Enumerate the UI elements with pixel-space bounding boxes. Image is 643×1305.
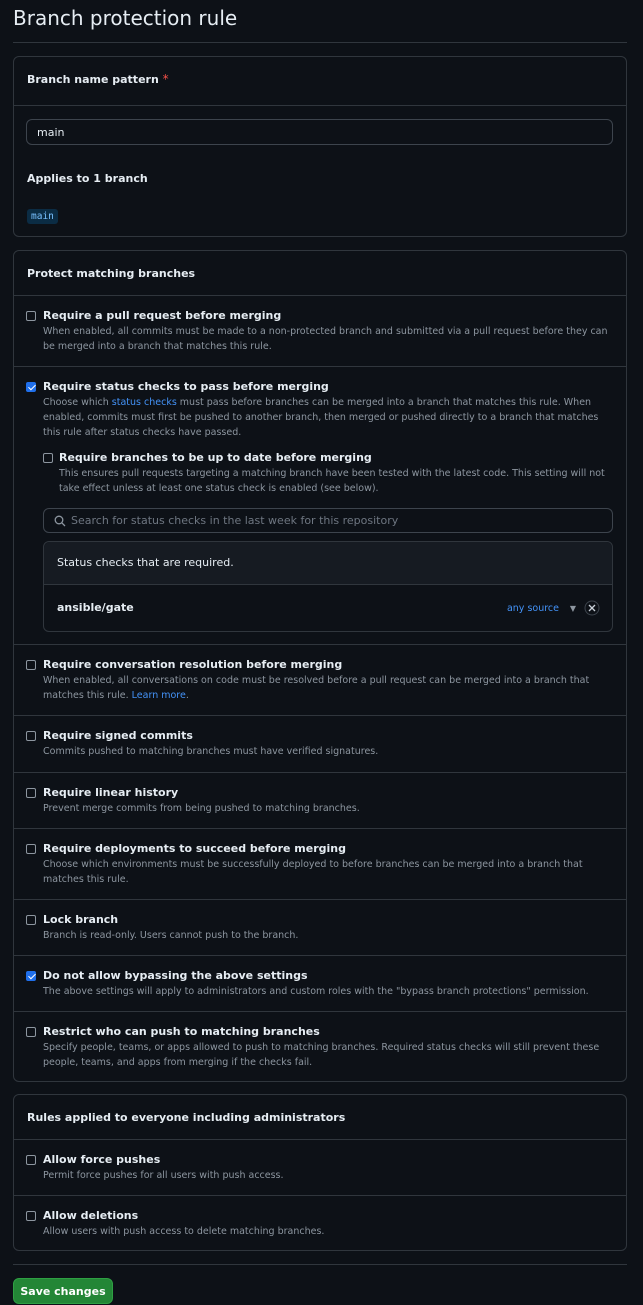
branch-pattern-section <box>13 56 627 237</box>
deletions-checkbox[interactable] <box>26 1211 36 1221</box>
lock-branch-desc: Branch is read-only. Users cannot push to the branch. <box>43 930 299 941</box>
required-checks-heading: Status checks that are required. <box>44 542 612 585</box>
everyone-section <box>13 1094 627 1251</box>
restrict-push-title: Restrict who can push to matching branches <box>43 1025 320 1038</box>
up-to-date-desc: This ensures pull requests targeting a matching branch have been tested with the latest code. This setting will not take effect unless at least one status check is enabled (see below). <box>59 468 605 494</box>
deployments-title: Require deployments to succeed before merging <box>43 842 346 855</box>
option-deployments <box>14 828 626 899</box>
branch-pattern-label: Branch name pattern <box>27 73 159 86</box>
title-divider <box>13 42 627 43</box>
conversation-title: Require conversation resolution before merging <box>43 658 343 671</box>
no-bypass-checkbox[interactable] <box>26 971 36 981</box>
status-check-row <box>44 585 612 631</box>
search-icon <box>54 515 66 527</box>
pull-request-title: Require a pull request before merging <box>43 309 282 322</box>
option-status-checks <box>14 366 626 644</box>
conversation-desc <box>43 673 613 703</box>
option-no-bypass <box>14 955 626 1011</box>
close-icon[interactable] <box>584 600 600 616</box>
protect-heading: Protect matching branches <box>27 267 196 280</box>
option-conversation <box>14 644 626 715</box>
status-checks-checkbox[interactable] <box>26 382 36 392</box>
deletions-desc: Allow users with push access to delete matching branches. <box>43 1226 325 1237</box>
lock-branch-checkbox[interactable] <box>26 915 36 925</box>
protect-header <box>14 251 626 295</box>
branch-pattern-body <box>14 105 626 237</box>
restrict-push-desc: Specify people, teams, or apps allowed to push to matching branches. Required status checks will still prevent these people, teams, and apps from merging if the checks fail. <box>43 1042 600 1068</box>
no-bypass-title: Do not allow bypassing the above settings <box>43 969 308 982</box>
option-pull-request <box>14 295 626 366</box>
option-restrict-push <box>14 1011 626 1081</box>
status-checks-desc-suffix: must pass before branches can be merged into a branch that matches this rule. When enabled, commits must first be pushed to another branch, then merged or pushed directly to a branch that matches this rule after status checks have passed. <box>43 397 599 438</box>
deployments-checkbox[interactable] <box>26 844 36 854</box>
status-checks-desc-prefix: Choose which <box>43 397 112 408</box>
option-force-push <box>14 1139 626 1195</box>
chevron-down-icon[interactable]: ▼ <box>569 604 576 613</box>
option-lock-branch <box>14 899 626 955</box>
signed-commits-desc: Commits pushed to matching branches must have verified signatures. <box>43 746 379 757</box>
footer-divider <box>13 1264 627 1265</box>
no-bypass-desc: The above settings will apply to administrators and custom roles with the "bypass branch protections" permission. <box>43 986 589 997</box>
page-title: Branch protection rule <box>13 6 238 30</box>
force-push-title: Allow force pushes <box>43 1153 161 1166</box>
conversation-desc-text: When enabled, all conversations on code must be resolved before a pull request can be merged into a branch that matches this rule. <box>43 675 590 701</box>
deployments-desc: Choose which environments must be successfully deployed to before branches can be merged into a branch that matches this rule. <box>43 859 583 885</box>
everyone-header <box>14 1095 626 1139</box>
linear-history-checkbox[interactable] <box>26 788 36 798</box>
required-checks-box <box>43 541 613 632</box>
everyone-heading: Rules applied to everyone including administrators <box>27 1111 346 1124</box>
status-check-search-input[interactable] <box>69 509 599 532</box>
signed-commits-title: Require signed commits <box>43 729 193 742</box>
option-linear-history <box>14 772 626 828</box>
applies-to-text: Applies to 1 branch <box>27 172 148 185</box>
up-to-date-title: Require branches to be up to date before merging <box>59 451 372 464</box>
source-selector[interactable]: any source <box>506 603 559 614</box>
deletions-title: Allow deletions <box>43 1209 139 1222</box>
linear-history-title: Require linear history <box>43 786 179 799</box>
up-to-date-checkbox[interactable] <box>43 453 53 463</box>
force-push-desc: Permit force pushes for all users with push access. <box>43 1170 284 1181</box>
option-up-to-date <box>43 451 613 496</box>
pull-request-desc: When enabled, all commits must be made to a non-protected branch and submitted via a pull request before they can be merged into a branch that matches this rule. <box>43 326 608 352</box>
signed-commits-checkbox[interactable] <box>26 731 36 741</box>
required-asterisk: * <box>162 72 169 86</box>
lock-branch-title: Lock branch <box>43 913 119 926</box>
status-checks-desc <box>43 395 613 440</box>
conversation-checkbox[interactable] <box>26 660 36 670</box>
status-check-name: ansible/gate <box>57 601 134 614</box>
learn-more-link[interactable]: Learn more <box>131 690 186 701</box>
force-push-checkbox[interactable] <box>26 1155 36 1165</box>
protect-section <box>13 250 627 1082</box>
branch-pattern-input[interactable] <box>26 119 613 145</box>
branch-badge: main <box>27 209 58 224</box>
pull-request-checkbox[interactable] <box>26 311 36 321</box>
conversation-desc-end: . <box>185 690 189 701</box>
status-check-search <box>43 508 613 533</box>
restrict-push-checkbox[interactable] <box>26 1027 36 1037</box>
branch-pattern-header <box>14 57 626 105</box>
status-checks-link[interactable]: status checks <box>111 397 177 408</box>
status-checks-title: Require status checks to pass before merging <box>43 380 329 393</box>
save-changes-button[interactable]: Save changes <box>13 1278 113 1304</box>
option-signed-commits <box>14 715 626 772</box>
linear-history-desc: Prevent merge commits from being pushed to matching branches. <box>43 803 360 814</box>
option-deletions <box>14 1195 626 1250</box>
